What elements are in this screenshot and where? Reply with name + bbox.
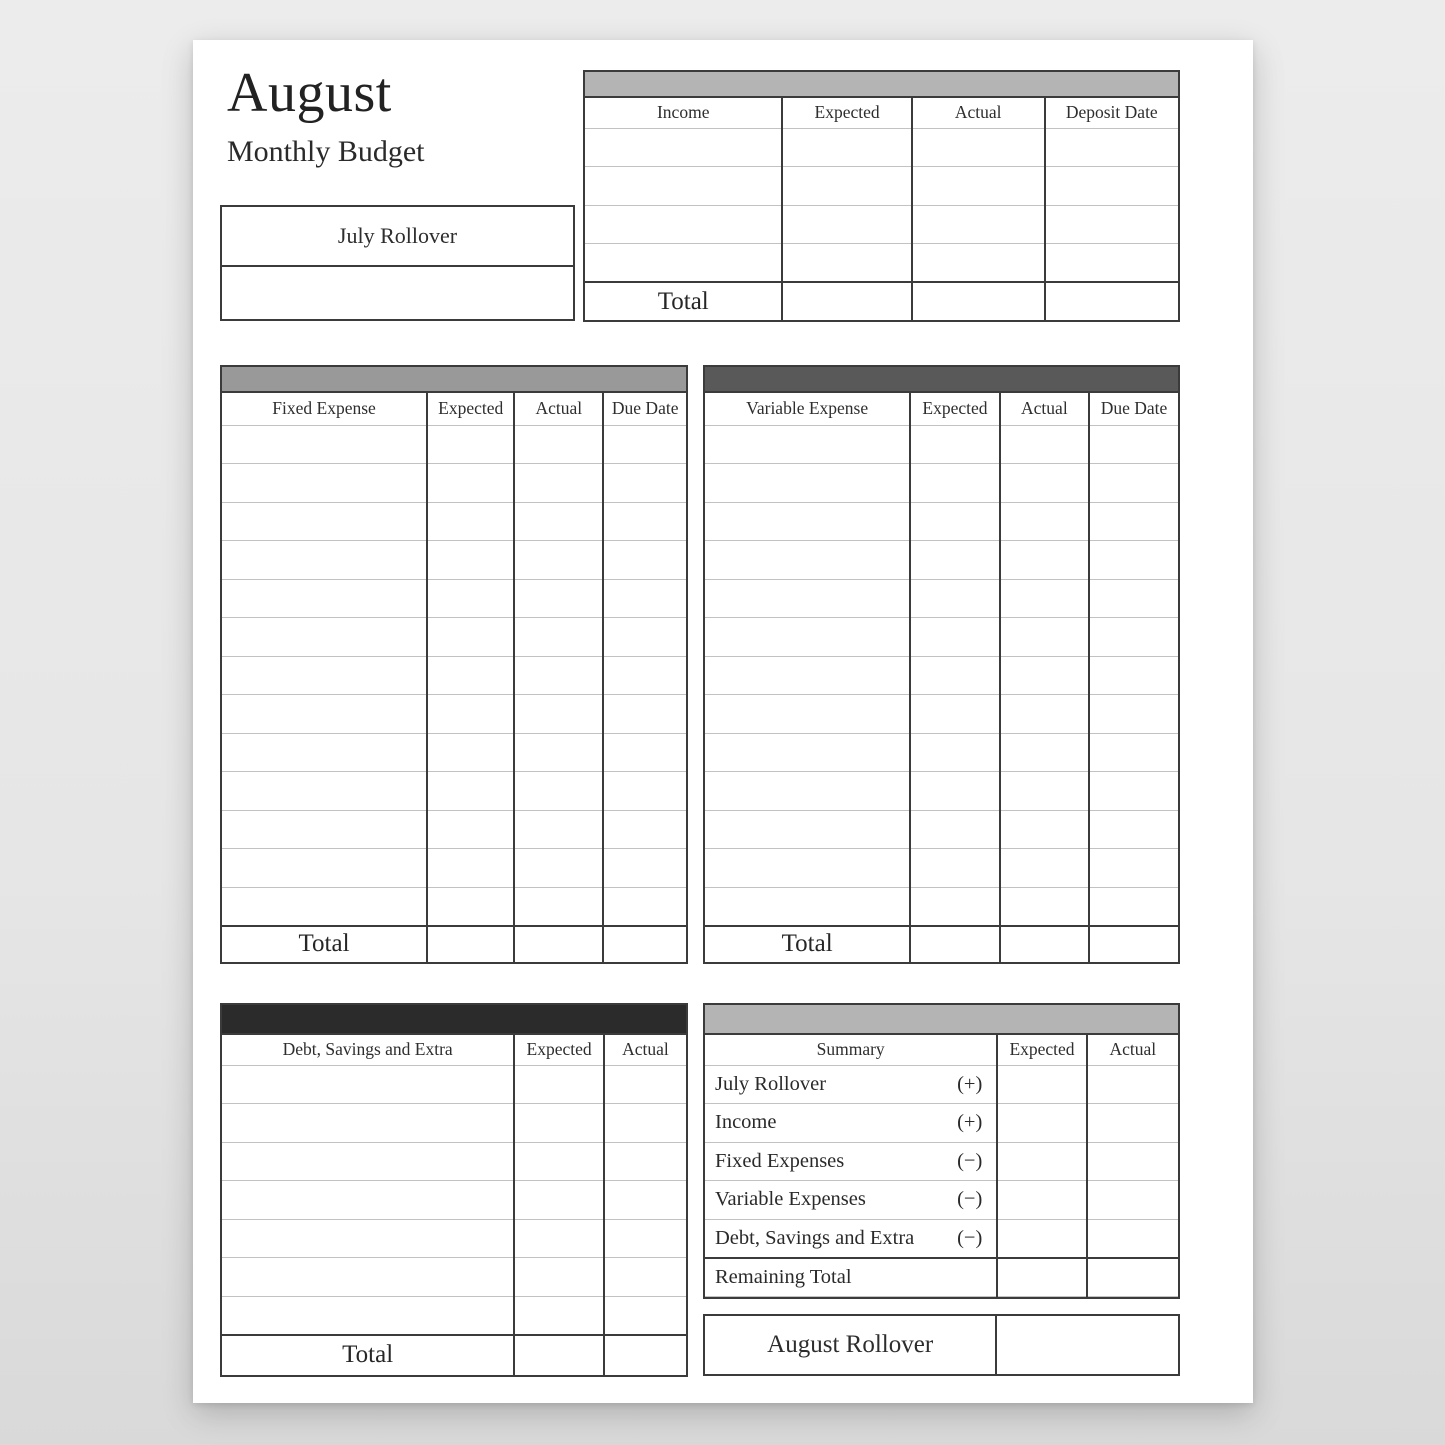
empty-cell	[910, 579, 999, 618]
empty-cell	[514, 1142, 604, 1181]
variable-expense-grid	[705, 393, 1178, 962]
empty-row	[705, 772, 1178, 811]
empty-cell	[604, 1296, 686, 1335]
column-header-expected: Expected	[427, 393, 514, 425]
august-rollover-value-cell	[997, 1316, 1178, 1374]
empty-cell	[1000, 579, 1089, 618]
summary-row-remaining-total	[705, 1258, 1178, 1297]
column-header-actual: Actual	[1000, 393, 1089, 425]
empty-cell	[514, 1219, 604, 1258]
summary-expected-cell	[997, 1258, 1086, 1297]
empty-cell	[427, 772, 514, 811]
empty-cell	[705, 733, 910, 772]
summary-grid	[705, 1035, 1178, 1297]
empty-cell	[1000, 425, 1089, 464]
empty-row	[222, 541, 686, 580]
summary-header-row	[705, 1035, 1178, 1065]
empty-row	[222, 772, 686, 811]
empty-cell	[1000, 695, 1089, 734]
empty-cell	[1000, 464, 1089, 503]
summary-row-july-rollover	[705, 1065, 1178, 1104]
empty-cell	[514, 1181, 604, 1220]
empty-cell	[912, 205, 1045, 244]
empty-row	[705, 656, 1178, 695]
summary-label: Variable Expenses	[715, 1188, 866, 1211]
column-header-actual: Actual	[912, 98, 1045, 128]
empty-cell	[705, 772, 910, 811]
summary-actual-cell	[1087, 1104, 1178, 1143]
empty-cell	[782, 244, 911, 283]
empty-cell	[1045, 128, 1178, 167]
fixed-expense-total-row	[222, 926, 686, 962]
summary-row-fixed-expenses	[705, 1142, 1178, 1181]
empty-cell	[1089, 656, 1178, 695]
variable-expense-table	[703, 365, 1180, 964]
column-header-expected: Expected	[514, 1035, 604, 1065]
page-subtitle: Monthly Budget	[227, 134, 425, 168]
empty-cell	[910, 733, 999, 772]
empty-row	[222, 579, 686, 618]
empty-cell	[910, 849, 999, 888]
variable-expense-header-row	[705, 393, 1178, 425]
empty-cell	[705, 502, 910, 541]
fixed-expense-header-row	[222, 393, 686, 425]
empty-cell	[514, 618, 603, 657]
empty-cell	[910, 464, 999, 503]
empty-cell	[1089, 772, 1178, 811]
empty-cell	[910, 887, 999, 926]
empty-cell	[1089, 810, 1178, 849]
empty-cell	[222, 849, 427, 888]
empty-cell	[427, 502, 514, 541]
empty-cell	[514, 887, 603, 926]
debt-savings-table	[220, 1003, 688, 1377]
variable-expense-total-label: Total	[705, 926, 910, 962]
empty-cell	[585, 167, 782, 206]
empty-cell	[603, 502, 686, 541]
empty-cell	[604, 1142, 686, 1181]
empty-cell	[1000, 656, 1089, 695]
fixed-expense-title-bar	[222, 367, 686, 393]
empty-cell	[1089, 541, 1178, 580]
empty-cell	[1000, 849, 1089, 888]
variable-expense-total-row	[705, 926, 1178, 962]
empty-row	[222, 1065, 686, 1104]
empty-cell	[222, 695, 427, 734]
empty-cell	[603, 464, 686, 503]
variable-total-actual-cell	[1000, 926, 1089, 962]
column-header-expected: Expected	[997, 1035, 1086, 1065]
summary-table	[703, 1003, 1180, 1299]
empty-cell	[705, 656, 910, 695]
empty-cell	[603, 656, 686, 695]
empty-cell	[782, 205, 911, 244]
empty-cell	[222, 887, 427, 926]
empty-cell	[910, 656, 999, 695]
empty-cell	[514, 579, 603, 618]
empty-cell	[1089, 887, 1178, 926]
empty-row	[222, 1104, 686, 1143]
empty-cell	[1000, 810, 1089, 849]
page-title: August	[227, 62, 392, 124]
fixed-expense-grid	[222, 393, 686, 962]
empty-row	[705, 887, 1178, 926]
column-header-due-date: Due Date	[1089, 393, 1178, 425]
empty-cell	[705, 810, 910, 849]
fixed-total-due-cell	[603, 926, 686, 962]
empty-cell	[603, 579, 686, 618]
empty-cell	[222, 1142, 514, 1181]
empty-cell	[427, 887, 514, 926]
empty-row	[222, 502, 686, 541]
empty-row	[222, 1181, 686, 1220]
empty-cell	[1000, 502, 1089, 541]
column-header-expected: Expected	[910, 393, 999, 425]
empty-cell	[514, 695, 603, 734]
empty-cell	[705, 425, 910, 464]
empty-cell	[1000, 733, 1089, 772]
empty-row	[705, 695, 1178, 734]
summary-row-debt-savings	[705, 1219, 1178, 1258]
empty-cell	[604, 1258, 686, 1297]
empty-row	[705, 502, 1178, 541]
empty-row	[705, 810, 1178, 849]
empty-cell	[514, 425, 603, 464]
empty-cell	[705, 464, 910, 503]
empty-row	[222, 1142, 686, 1181]
summary-actual-cell	[1087, 1142, 1178, 1181]
variable-expense-title-bar	[705, 367, 1178, 393]
empty-cell	[604, 1219, 686, 1258]
empty-row	[222, 887, 686, 926]
debt-total-actual-cell	[604, 1335, 686, 1375]
empty-cell	[514, 1065, 604, 1104]
summary-sign: (+)	[957, 1072, 983, 1095]
column-header-due-date: Due Date	[603, 393, 686, 425]
variable-total-expected-cell	[910, 926, 999, 962]
empty-cell	[222, 772, 427, 811]
column-header-expected: Expected	[782, 98, 911, 128]
column-header-variable-expense: Variable Expense	[705, 393, 910, 425]
empty-row	[705, 618, 1178, 657]
fixed-total-actual-cell	[514, 926, 603, 962]
summary-actual-cell	[1087, 1258, 1178, 1297]
income-table-title-bar	[585, 72, 1178, 98]
debt-savings-title-bar	[222, 1005, 686, 1035]
empty-cell	[705, 695, 910, 734]
summary-expected-cell	[997, 1065, 1086, 1104]
empty-cell	[1000, 541, 1089, 580]
empty-cell	[1045, 244, 1178, 283]
empty-row	[222, 1219, 686, 1258]
empty-cell	[222, 1258, 514, 1297]
empty-row	[222, 849, 686, 888]
empty-row	[705, 849, 1178, 888]
empty-cell	[1000, 618, 1089, 657]
empty-cell	[585, 205, 782, 244]
summary-actual-cell	[1087, 1219, 1178, 1258]
empty-cell	[514, 1296, 604, 1335]
summary-sign: (−)	[957, 1149, 983, 1172]
empty-cell	[603, 849, 686, 888]
empty-cell	[1000, 772, 1089, 811]
empty-cell	[603, 810, 686, 849]
income-total-label: Total	[585, 282, 782, 320]
empty-cell	[705, 541, 910, 580]
empty-cell	[222, 1181, 514, 1220]
empty-cell	[604, 1181, 686, 1220]
column-header-fixed-expense: Fixed Expense	[222, 393, 427, 425]
income-total-expected-cell	[782, 282, 911, 320]
empty-cell	[427, 464, 514, 503]
empty-cell	[427, 579, 514, 618]
empty-cell	[222, 1219, 514, 1258]
empty-cell	[514, 1258, 604, 1297]
column-header-actual: Actual	[1087, 1035, 1178, 1065]
empty-cell	[222, 618, 427, 657]
empty-cell	[1089, 733, 1178, 772]
empty-cell	[603, 618, 686, 657]
debt-savings-header-row	[222, 1035, 686, 1065]
debt-total-expected-cell	[514, 1335, 604, 1375]
empty-cell	[585, 128, 782, 167]
column-header-actual: Actual	[514, 393, 603, 425]
debt-savings-total-label: Total	[222, 1335, 514, 1375]
empty-row	[222, 618, 686, 657]
empty-cell	[222, 656, 427, 695]
empty-cell	[705, 849, 910, 888]
empty-cell	[782, 128, 911, 167]
empty-row	[222, 1258, 686, 1297]
empty-row	[705, 579, 1178, 618]
august-rollover-box	[703, 1314, 1180, 1376]
empty-cell	[1045, 205, 1178, 244]
empty-cell	[1089, 618, 1178, 657]
summary-row-variable-expenses	[705, 1181, 1178, 1220]
summary-expected-cell	[997, 1181, 1086, 1220]
column-header-income: Income	[585, 98, 782, 128]
title-block	[227, 64, 425, 169]
income-table	[583, 70, 1180, 322]
column-header-summary: Summary	[705, 1035, 997, 1065]
empty-cell	[910, 772, 999, 811]
empty-cell	[222, 1296, 514, 1335]
empty-cell	[427, 541, 514, 580]
empty-row	[585, 128, 1178, 167]
debt-savings-total-row	[222, 1335, 686, 1375]
empty-cell	[1089, 849, 1178, 888]
july-rollover-value-cell	[222, 267, 573, 319]
summary-row-income	[705, 1104, 1178, 1143]
empty-cell	[1000, 887, 1089, 926]
empty-row	[222, 695, 686, 734]
empty-cell	[1089, 425, 1178, 464]
empty-row	[705, 541, 1178, 580]
empty-cell	[514, 541, 603, 580]
empty-cell	[910, 425, 999, 464]
empty-row	[222, 733, 686, 772]
empty-cell	[603, 772, 686, 811]
empty-cell	[427, 733, 514, 772]
income-total-actual-cell	[912, 282, 1045, 320]
empty-cell	[603, 887, 686, 926]
empty-cell	[514, 656, 603, 695]
empty-cell	[427, 849, 514, 888]
empty-cell	[1089, 502, 1178, 541]
empty-cell	[514, 733, 603, 772]
income-header-row	[585, 98, 1178, 128]
empty-cell	[603, 733, 686, 772]
empty-cell	[603, 695, 686, 734]
empty-cell	[427, 810, 514, 849]
empty-cell	[705, 618, 910, 657]
empty-cell	[514, 810, 603, 849]
empty-cell	[910, 541, 999, 580]
empty-cell	[912, 244, 1045, 283]
empty-cell	[604, 1065, 686, 1104]
summary-label: Fixed Expenses	[715, 1149, 845, 1172]
variable-total-due-cell	[1089, 926, 1178, 962]
empty-cell	[1089, 695, 1178, 734]
fixed-expense-total-label: Total	[222, 926, 427, 962]
summary-expected-cell	[997, 1142, 1086, 1181]
summary-sign: (−)	[957, 1226, 983, 1249]
empty-cell	[222, 1104, 514, 1143]
fixed-total-expected-cell	[427, 926, 514, 962]
empty-cell	[222, 502, 427, 541]
empty-cell	[222, 464, 427, 503]
empty-row	[222, 425, 686, 464]
empty-cell	[912, 167, 1045, 206]
empty-row	[222, 1296, 686, 1335]
empty-cell	[222, 425, 427, 464]
empty-cell	[910, 618, 999, 657]
empty-cell	[427, 695, 514, 734]
empty-cell	[705, 579, 910, 618]
empty-cell	[910, 810, 999, 849]
empty-cell	[222, 541, 427, 580]
summary-expected-cell	[997, 1219, 1086, 1258]
empty-cell	[1045, 167, 1178, 206]
empty-cell	[427, 618, 514, 657]
column-header-debt-savings: Debt, Savings and Extra	[222, 1035, 514, 1065]
income-grid	[585, 98, 1178, 320]
july-rollover-label: July Rollover	[222, 207, 573, 267]
summary-actual-cell	[1087, 1181, 1178, 1220]
empty-row	[705, 425, 1178, 464]
empty-cell	[514, 772, 603, 811]
summary-label: Income	[715, 1111, 777, 1134]
summary-label: Remaining Total	[715, 1265, 852, 1288]
empty-cell	[427, 425, 514, 464]
empty-row	[705, 733, 1178, 772]
empty-cell	[910, 502, 999, 541]
empty-row	[585, 205, 1178, 244]
empty-cell	[1089, 579, 1178, 618]
fixed-expense-table	[220, 365, 688, 964]
empty-cell	[603, 541, 686, 580]
column-header-deposit-date: Deposit Date	[1045, 98, 1178, 128]
empty-cell	[910, 695, 999, 734]
empty-cell	[222, 1065, 514, 1104]
july-rollover-box	[220, 205, 575, 321]
august-rollover-label: August Rollover	[705, 1316, 997, 1374]
budget-page	[193, 40, 1253, 1403]
summary-label: Debt, Savings and Extra	[715, 1226, 915, 1249]
column-header-actual: Actual	[604, 1035, 686, 1065]
empty-row	[222, 464, 686, 503]
empty-cell	[514, 849, 603, 888]
empty-cell	[603, 425, 686, 464]
empty-cell	[222, 810, 427, 849]
empty-cell	[514, 1104, 604, 1143]
empty-row	[705, 464, 1178, 503]
summary-actual-cell	[1087, 1065, 1178, 1104]
summary-expected-cell	[997, 1104, 1086, 1143]
empty-row	[585, 244, 1178, 283]
debt-savings-grid	[222, 1035, 686, 1375]
empty-cell	[514, 502, 603, 541]
summary-sign: (−)	[957, 1188, 983, 1211]
empty-cell	[585, 244, 782, 283]
empty-cell	[604, 1104, 686, 1143]
empty-cell	[222, 579, 427, 618]
empty-row	[585, 167, 1178, 206]
income-total-deposit-cell	[1045, 282, 1178, 320]
summary-label: July Rollover	[715, 1072, 827, 1095]
empty-cell	[912, 128, 1045, 167]
empty-cell	[427, 656, 514, 695]
empty-cell	[1089, 464, 1178, 503]
empty-row	[222, 656, 686, 695]
summary-sign: (+)	[957, 1111, 983, 1134]
empty-cell	[782, 167, 911, 206]
empty-cell	[705, 887, 910, 926]
income-total-row	[585, 282, 1178, 320]
summary-title-bar	[705, 1005, 1178, 1035]
empty-cell	[222, 733, 427, 772]
empty-row	[222, 810, 686, 849]
empty-cell	[514, 464, 603, 503]
